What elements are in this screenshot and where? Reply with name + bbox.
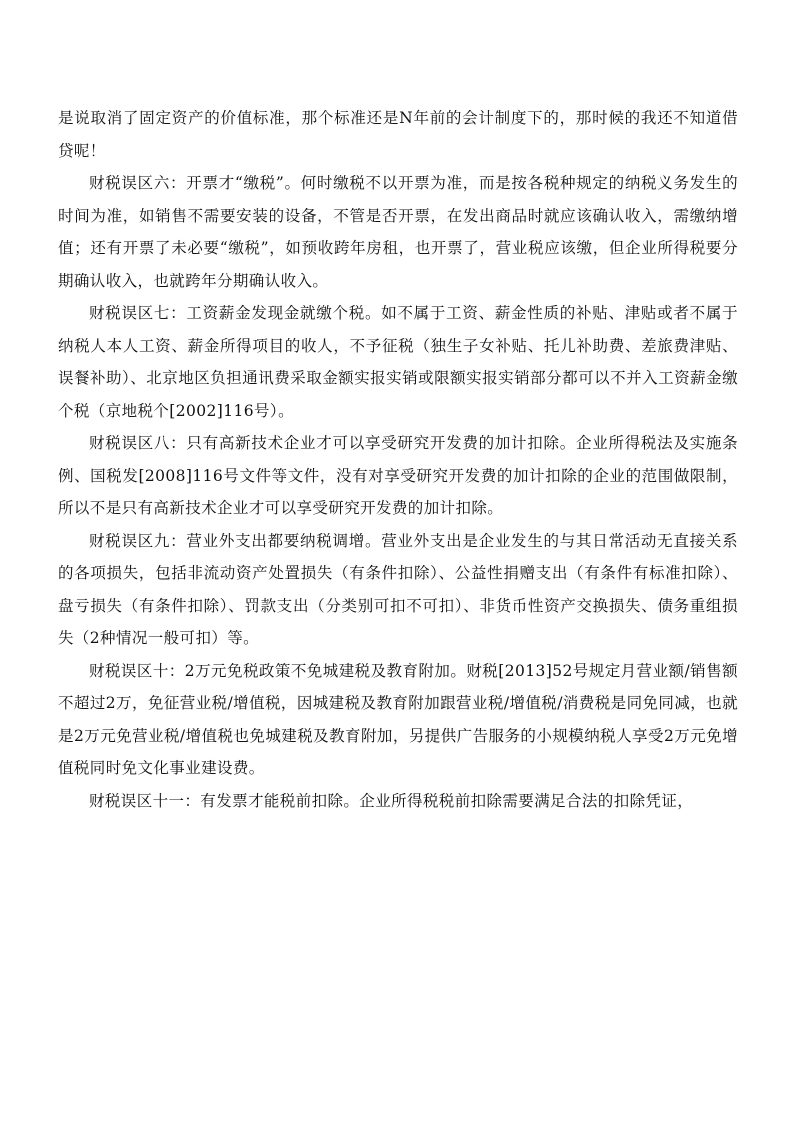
paragraph-misconception-11: 财税误区十一：有发票才能税前扣除。企业所得税税前扣除需要满足合法的扣除凭证，: [89, 791, 694, 810]
paragraph-misconception-10: 财税误区十：2万元免税政策不免城建税及教育附加。财税[2013]52号规定月营业额/销售额不超过2万，免征营业税/增值税，因城建税及教育附加跟营业税/增值税/消费税是同免同减，也就是2万元免营业税/增值税也免城建税及教育附加，另提供广告服务的小规模纳税人享受2万元免增值税同时免文化事业建设费。: [58, 661, 738, 777]
paragraph-misconception-8: 财税误区八：只有高新技术企业才可以享受研究开发费的加计扣除。企业所得税法及实施条例、国税发[2008]116号文件等文件，没有对享受研究开发费的加计扣除的企业的范围做限制，所以不是只有高新技术企业才可以享受研究开发费的加计扣除。: [58, 434, 738, 517]
paragraph-misconception-9: 财税误区九：营业外支出都要纳税调增。营业外支出是企业发生的与其日常活动无直接关系的各项损失，包括非流动资产处置损失（有条件扣除）、公益性捐赠支出（有条件有标准扣除）、盘亏损失（有条件扣除）、罚款支出（分类别可扣不可扣）、非货币性资产交换损失、债务重组损失（2种情况一般可扣）等。: [58, 531, 738, 647]
paragraph-continuation: 是说取消了固定资产的价值标准，那个标准还是N年前的会计制度下的，那时候的我还不知道借贷呢！: [58, 109, 738, 160]
paragraph-misconception-7: 财税误区七：工资薪金发现金就缴个税。如不属于工资、薪金性质的补贴、津贴或者不属于纳税人本人工资、薪金所得项目的收人，不予征税（独生子女补贴、托儿补助费、差旅费津贴、误餐补助）、北京地区负担通讯费采取金额实报实销或限额实报实销部分都可以不并入工资薪金缴个税（京地税个[2002]116号）。: [58, 304, 738, 420]
document-body: [58, 102, 738, 817]
paragraph-misconception-6: 财税误区六：开票才“缴税”。何时缴税不以开票为准，而是按各税种规定的纳税义务发生的时间为准，如销售不需要安装的设备，不管是否开票，在发出商品时就应该确认收入，需缴纳增值；还有开票了未必要“缴税”，如预收跨年房租，也开票了，营业税应该缴，但企业所得税要分期确认收入，也就跨年分期确认收入。: [58, 174, 738, 290]
